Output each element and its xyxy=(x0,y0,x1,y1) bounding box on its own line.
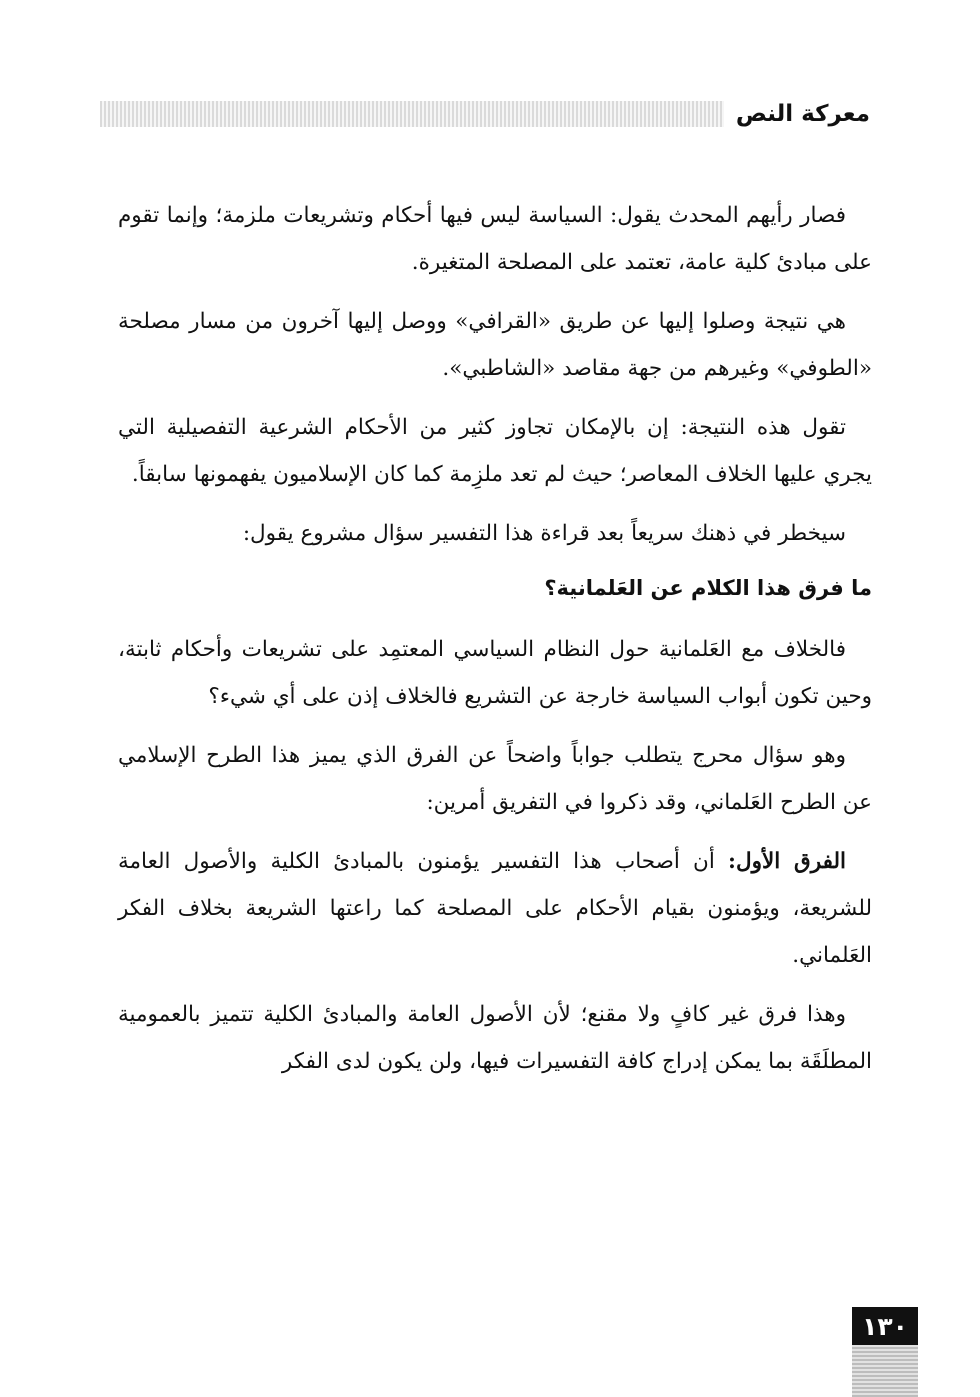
page-edge-tab xyxy=(852,1345,918,1397)
running-header xyxy=(100,92,870,136)
paragraph: فالخلاف مع العَلمانية حول النظام السياسي المعتمِد على تشريعات وأحكام ثابتة، وحين تكون أبواب السياسة خارجة عن التشريع فالخلاف إذن على أي شيء؟ xyxy=(118,637,872,709)
paragraph: وهو سؤال محرج يتطلب جواباً واضحاً عن الفرق الذي يميز هذا الطرح الإسلامي عن الطرح العَلماني، وقد ذكروا في التفريق أمرين: xyxy=(118,743,872,815)
paragraph: تقول هذه النتيجة: إن بالإمكان تجاوز كثير من الأحكام الشرعية التفصيلية التي يجري عليها الخلاف المعاصر؛ حيث لم تعد ملزِمة كما كان الإسلاميون يفهمونها سابقاً. xyxy=(118,415,872,487)
paragraph: هي نتيجة وصلوا إليها عن طريق «القرافي» ووصل إليها آخرون من مسار مصلحة «الطوفي» وغيرهم من جهة مقاصد «الشاطبي». xyxy=(118,309,872,381)
paragraph: سيخطر في ذهنك سريعاً بعد قراءة هذا التفسير سؤال مشروع يقول: xyxy=(242,521,846,546)
first-difference-label: الفرق الأول: xyxy=(728,849,846,874)
first-difference-text: أن أصحاب هذا التفسير يؤمنون بالمبادئ الكلية والأصول العامة للشريعة، ويؤمنون بقيام الأحكام على المصلحة كما راعتها الشريعة بخلاف الفكر العَلماني. xyxy=(118,849,872,968)
paragraph: وهذا فرق غير كافٍ ولا مقنع؛ لأن الأصول العامة والمبادئ الكلية تتميز بالعمومية المطلَقَة بما يمكن إدراج كافة التفسيرات فيها، ولن يكون لدى الفكر xyxy=(118,1002,872,1074)
paragraph: فصار رأيهم المحدث يقول: السياسة ليس فيها أحكام وتشريعات ملزمة؛ وإنما تقوم على مبادئ كلية عامة، تعتمد على المصلحة المتغيرة. xyxy=(118,203,872,275)
first-difference-paragraph xyxy=(118,838,872,979)
header-decorative-rule xyxy=(100,101,724,127)
page-number: ١٣٠ xyxy=(852,1307,918,1345)
section-heading: ما فرق هذا الكلام عن العَلمانية؟ xyxy=(544,576,872,600)
page-body xyxy=(118,192,872,1097)
book-title: معركة النص xyxy=(735,101,870,127)
